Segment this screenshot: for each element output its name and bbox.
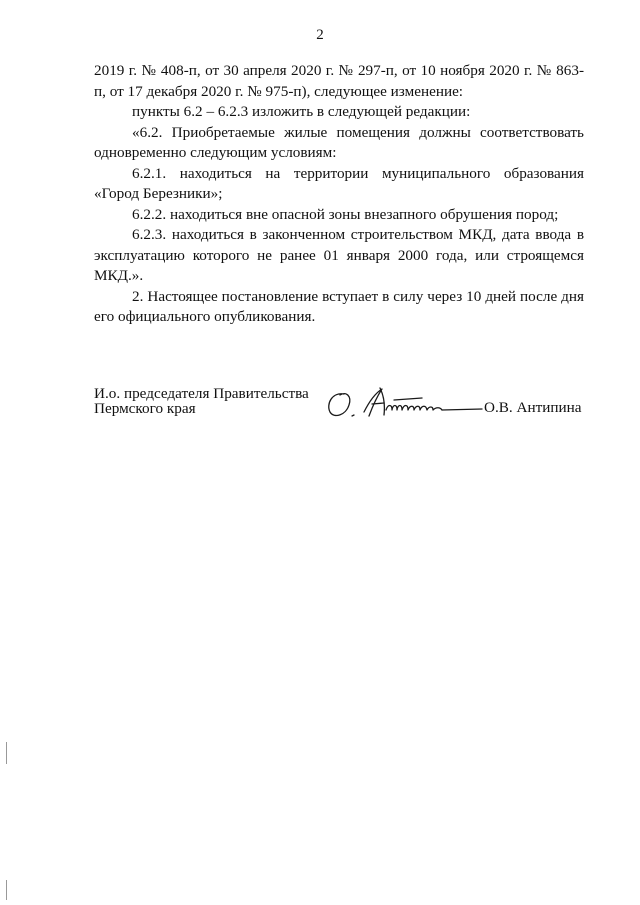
handwritten-signature [322,382,492,424]
signer-title-line-1: И.о. председателя Правительства [94,385,309,402]
margin-scan-mark [6,742,7,764]
paragraph-clause-6-2-1: 6.2.1. находиться на территории муниципального образования «Город Березники»; [94,164,584,202]
margin-scan-mark [6,880,7,900]
signer-title-line-2: Пермского края [94,400,196,417]
page-number: 2 [316,27,324,43]
paragraph-effective-date: 2. Настоящее постановление вступает в силу через 10 дней после дня его официального опубликования. [94,287,584,325]
signer-title [94,386,309,416]
paragraph-continuation: 2019 г. № 408-п, от 30 апреля 2020 г. № 297-п, от 10 ноября 2020 г. № 863-п, от 17 декабря 2020 г. № 975-п), следующее изменение: [94,62,584,100]
paragraph-clause-6-2: «6.2. Приобретаемые жилые помещения должны соответствовать одновременно следующим условиям: [94,123,584,161]
signer-name: О.В. Антипина [484,399,582,416]
document-body [94,61,584,328]
paragraph-amendment-intro: пункты 6.2 – 6.2.3 изложить в следующей редакции: [132,103,471,120]
paragraph-clause-6-2-3: 6.2.3. находиться в законченном строительством МКД, дата ввода в эксплуатацию которого не ранее 01 января 2000 года, или строящемся МКД.». [94,226,584,284]
paragraph-clause-6-2-2: 6.2.2. находиться вне опасной зоны внезапного обрушения пород; [132,205,559,223]
